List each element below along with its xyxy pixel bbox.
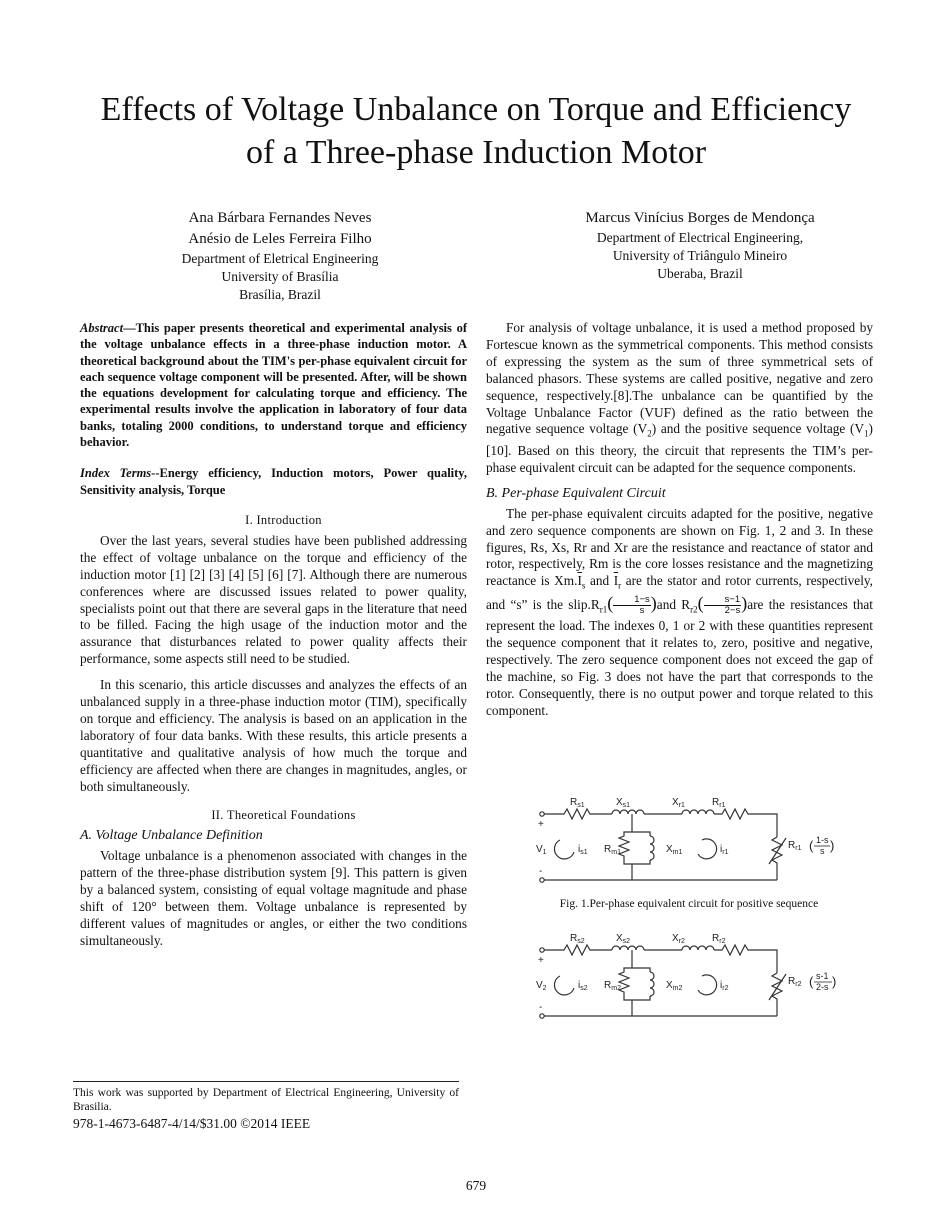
label-v: $V_2$ [536,980,547,992]
load-fraction-numerator: 1-s [816,835,829,845]
paren: ) [650,592,657,613]
load-resistor [772,973,782,1016]
load-fraction-numerator: s-1 [816,971,829,981]
rotor-resistor [714,809,777,837]
rotor-reactance-coil [682,946,714,950]
label-rr: $R_{r1}$ [712,797,726,809]
text-run: The per-phase equivalent circuits adapted for the positive, negative and zero sequence components are shown on Fig. 1, 2 and 3. In these figures, Rs, Xs, Rr and Xr are the resistance and reactance of stator and rotor, respectively, Rm is the core losses resistance and the magnetizing reactance is Xm. [486,505,873,589]
equivalent-circuit-paragraph [486,506,873,720]
fraction [613,595,651,616]
stator-resistor [544,945,612,955]
author-name: Ana Bárbara Fernandes Neves [188,210,372,226]
label-rs: $R_{s2}$ [570,933,585,945]
label-xm: $X_{m1}$ [666,844,683,856]
subscript: 1 [864,429,869,440]
text-run: ) [10]. Based on this theory, the circuit that represents the TIM’s per-phase equivalent circuit can be adapted for the sequence components. [486,421,873,475]
figure-2-circuit [532,928,842,1028]
label-plus: + [538,955,544,966]
paren: ( [607,592,614,613]
paren: ( [809,838,814,853]
current-symbol: $\overline{I}$ [577,573,582,589]
figure-1-circuit [532,792,842,892]
paren: ) [832,974,837,989]
label-plus: + [538,819,544,830]
subscript: 2 [647,429,652,440]
index-terms-text: --Energy efficiency, Induction motors, Power quality, Sensitivity analysis, Torque [80,466,467,497]
label-xr: $X_{r2}$ [672,933,685,945]
stator-reactance-coil [612,810,644,814]
fraction [704,595,742,616]
label-rs: $R_{s1}$ [570,797,585,809]
title-line-2: of a Three-phase Induction Motor [245,134,707,171]
fraction-denominator: s [639,605,645,617]
right-column [486,320,873,720]
paren: ) [830,838,835,853]
current-loop-arrow [554,840,574,859]
stator-reactance-coil [612,946,644,950]
label-load: $R_{r1}$ [788,840,802,852]
footnote: This work was supported by Department of Electrical Engineering, University of Brasilia. [73,1087,459,1113]
text-run: For analysis of voltage unbalance, it is used a method proposed by Fortescue known as the symmetrical components. This method consists of expressing the system as the sum of three symmetrical sets of balanced phasors. These systems are called positive, negative and zero sequence, respectively.[8].The unbalance can be quantified by the Voltage Unbalance Factor (VUF) defined as the ratio between the negative sequence voltage (V [486,320,873,437]
magnetizing-resistor [619,950,632,1016]
author-name: Anésio de Leles Ferreira Filho [188,231,372,247]
intro-paragraph-2: In this scenario, this article discusses and analyzes the effects of an unbalanced supply in a three-phase induction motor (TIM), specifically on torque and efficiency. The analysis is based on an application in the laboratory of four data banks. With these results, this article presents a quantitative and qualitative analysis of how much the torque and efficiency are affected when there are changes in magnitudes, angles, or both simultaneously. [80,677,467,794]
abstract [80,320,467,450]
current-symbol: $\overline{I}$ [613,573,619,589]
author-affiliation: University of Brasília [221,269,339,284]
subscript: r2 [690,604,698,615]
label-minus: - [539,1002,543,1013]
magnetizing-resistor [619,814,632,880]
text-run: and [585,573,614,589]
subscript: r1 [599,604,608,615]
text-run: and R [656,596,691,612]
isbn-line: 978-1-4673-6487-4/14/$31.00 ©2014 IEEE [73,1116,311,1131]
stator-resistor [544,809,612,819]
index-terms-label: Index Terms [80,466,152,481]
label-minus: - [539,866,543,877]
title-line-1: Effects of Voltage Unbalance on Torque and Efficiency [100,91,852,128]
label-ir: $i_{r1}$ [720,844,729,856]
label-is: $i_{s1}$ [578,844,588,856]
current-loop-arrow [698,839,717,859]
left-column [80,320,467,950]
terminal-node [540,812,544,816]
section-heading-theoretical-foundations: II. Theoretical Foundations [211,808,356,823]
author-name: Marcus Vinícius Borges de Mendonça [585,210,815,226]
author-affiliation: Department of Eletrical Engineering [181,251,379,266]
abstract-text: —This paper presents theoretical and experimental analysis of the voltage unbalance effects in a three-phase induction motor. A theoretical background about the TIM's per-phase equivalent circuit for each sequence voltage component will be presented. After, will be shown the equations development for calculating torque and efficiency. The experimental results involve the application in laboratory of four data banks, totaling 2000 conditions, to understand torque and efficiency behavior. [80,321,467,450]
current-loop-arrow [554,976,574,995]
text-run: are the stator and rotor currents, respectively, and “s” is the slip.R [486,573,874,612]
paren: ) [741,592,748,613]
label-rm: $R_{m1}$ [604,844,621,856]
page-number: 679 [465,1178,487,1193]
footnote-rule [73,1081,459,1082]
paper-title [0,88,952,174]
author-block-left [80,208,480,304]
index-terms [80,465,467,498]
terminal-node [540,1014,544,1018]
author-affiliation: Department of Electrical Engineering, [596,230,804,245]
label-xs: $X_{s2}$ [616,933,631,945]
text-run: ) and the positive sequence voltage (V [651,421,865,437]
terminal-node [540,878,544,882]
label-xr: $X_{r1}$ [672,797,685,809]
subsection-heading-b: B. Per-phase Equivalent Circuit [486,485,666,501]
author-affiliation: Uberaba, Brazil [657,266,743,281]
abstract-label: Abstract [80,321,124,335]
label-load: $R_{r2}$ [788,976,802,988]
subscript: s [581,581,586,591]
rotor-resistor [714,945,777,973]
fortescue-paragraph [486,320,873,477]
current-loop-arrow [698,975,717,995]
load-resistor [772,837,782,880]
figure-1-caption: Fig. 1.Per-phase equivalent circuit for positive sequence [559,898,819,910]
label-xm: $X_{m2}$ [666,980,683,992]
intro-paragraph-1: Over the last years, several studies have been published addressing the effect of voltage unbalance on the torque and efficiency of the induction motor [1] [2] [3] [4] [5] [6] [7]. Although there are numerous conferences where are discussed issues related to power quality, specialists point out that there are several gaps in the literature that need to be filled. Facing the high usage of the induction motor and the assurance that disturbances related to power quality affects their performance, some aspects still need to be studied. [80,532,467,667]
magnetizing-reactance-coil [650,836,654,860]
subsection-heading-a: A. Voltage Unbalance Definition [80,828,263,844]
label-v: $V_1$ [536,844,547,856]
label-ir: $i_{r2}$ [720,980,729,992]
paren: ( [697,592,704,613]
terminal-node [540,948,544,952]
load-fraction-denominator: s [820,846,825,856]
load-fraction-denominator: 2-s [816,982,829,992]
paren: ( [809,974,814,989]
voltage-unbalance-paragraph: Voltage unbalance is a phenomenon associated with changes in the pattern of the three-phase distribution system [9]. This pattern is given by a balanced system, consisting of equal voltage magnitude and phase shift of 120° between them. Voltage unbalance is represented by different values of magnitudes or angles, or either the two conditions simultaneously. [80,848,467,948]
text-run: are the resistances that represent the load. The indexes 0, 1 or 2 with these quantities represent the sequence component that it relates to, zero, positive and negative, respectively. The zero sequence component does not exceed the gap of the machine, so Fig. 3 does not have the part that corresponds to the rotor. Consequently, there is no output power and torque related to this component. [486,596,873,718]
label-xs: $X_{s1}$ [616,797,631,809]
fraction-numerator: 1−s [613,595,651,606]
label-rm: $R_{m2}$ [604,980,621,992]
author-affiliation: Brasília, Brazil [239,287,321,302]
magnetizing-reactance-coil [650,972,654,996]
subscript: r [618,581,622,591]
section-heading-introduction: I. Introduction [245,512,322,527]
author-block-right [500,208,900,283]
author-affiliation: University of Triângulo Mineiro [612,248,788,263]
fraction-denominator: 2−s [724,605,741,617]
label-is: $i_{s2}$ [578,980,588,992]
label-rr: $R_{r2}$ [712,933,726,945]
fraction-numerator: s−1 [704,595,742,606]
rotor-reactance-coil [682,810,714,814]
